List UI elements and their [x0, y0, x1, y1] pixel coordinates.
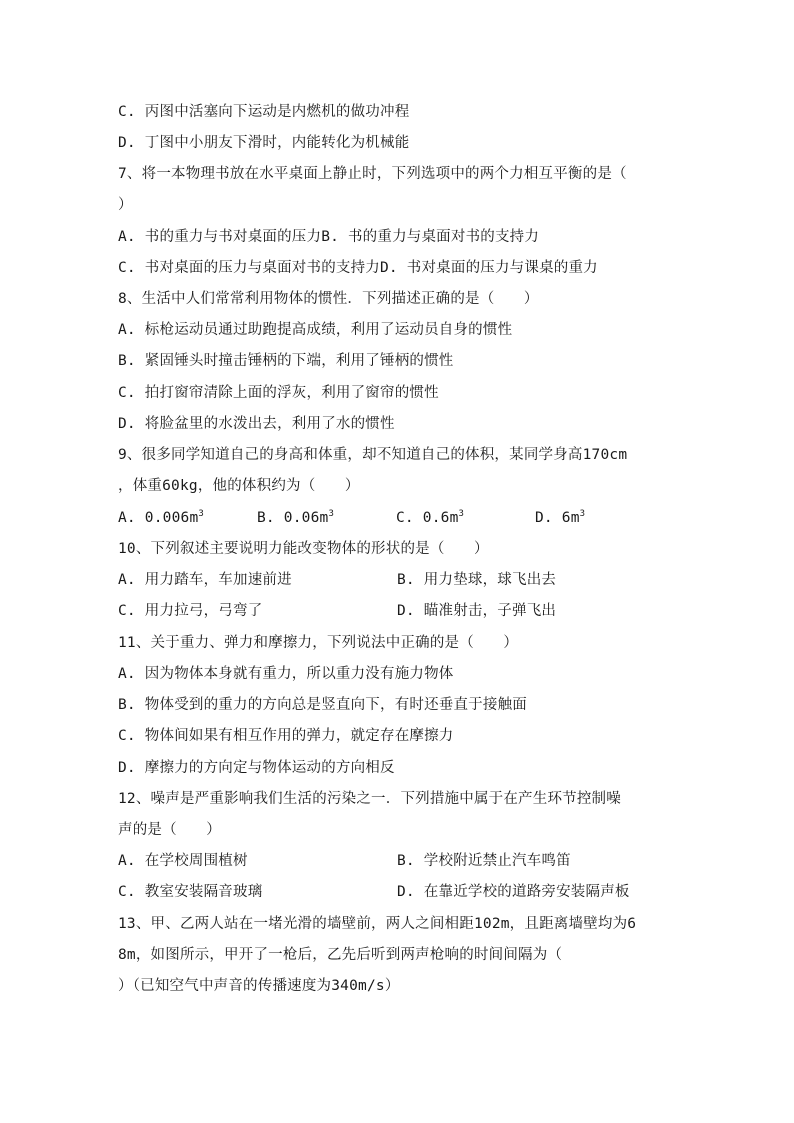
q12-stem-line1: 12、噪声是严重影响我们生活的污染之一．下列措施中属于在产生环节控制噪: [118, 791, 621, 807]
q9-option-a: A. $0.006m^3$: [118, 509, 204, 526]
q11-option-d: D. 摩擦力的方向定与物体运动的方向相反: [118, 760, 395, 776]
q7-options-ab: A. 书的重力与书对桌面的压力B. 书的重力与桌面对书的支持力: [118, 229, 540, 245]
q13-stem-line1: 13、甲、乙两人站在一堵光滑的墙壁前，两人之间相距102m，且距离墙壁均为6: [118, 916, 637, 932]
q12-option-d: D. 在靠近学校的道路旁安装隔声板: [397, 884, 630, 900]
q13-stem-line3: ）（已知空气中声音的传播速度为340m/s）: [118, 978, 400, 994]
q7-options-cd: C. 书对桌面的压力与桌面对书的支持力D. 书对桌面的压力与课桌的重力: [118, 260, 598, 276]
q12-stem-line2: 声的是（ ）: [118, 822, 221, 838]
q10-option-b: B. 用力垫球，球飞出去: [397, 572, 557, 588]
q10-option-d: D. 瞄准射击，子弹飞出: [397, 603, 557, 619]
q12-options-cd: [118, 882, 678, 902]
q8-option-c: C. 拍打窗帘清除上面的浮灰，利用了窗帘的惯性: [118, 385, 439, 401]
q7-stem-line2: ）: [118, 197, 133, 213]
q10-stem: 10、下列叙述主要说明力能改变物体的形状的是（ ）: [118, 541, 489, 557]
q10-option-a: A. 用力踏车，车加速前进: [118, 572, 292, 588]
q11-option-c: C. 物体间如果有相互作用的弹力，就定存在摩擦力: [118, 728, 454, 744]
q6-option-c: C. 丙图中活塞向下运动是内燃机的做功冲程: [118, 104, 410, 120]
q10-options-ab: [118, 570, 678, 590]
q11-option-b: B. 物体受到的重力的方向总是竖直向下，有时还垂直于接触面: [118, 697, 527, 713]
q9-option-c: C. $0.6m^3$: [396, 509, 465, 526]
q7-stem-line1: 7、将一本物理书放在水平桌面上静止时，下列选项中的两个力相互平衡的是（: [118, 166, 627, 182]
q12-option-b: B. 学校附近禁止汽车鸣笛: [397, 853, 571, 869]
q10-options-cd: [118, 601, 678, 621]
q12-options-ab: [118, 851, 678, 871]
q13-stem-line2: 8m，如图所示，甲开了一枪后，乙先后听到两声枪响的时间间隔为（: [118, 947, 563, 963]
q9-option-b: B. $0.06m^3$: [257, 509, 335, 526]
q8-stem: 8、生活中人们常常利用物体的惯性．下列描述正确的是（ ）: [118, 291, 539, 307]
q8-option-d: D. 将脸盆里的水泼出去，利用了水的惯性: [118, 416, 395, 432]
q12-option-a: A. 在学校周围植树: [118, 853, 248, 869]
q8-option-b: B. 紧固锤头时撞击锤柄的下端，利用了锤柄的惯性: [118, 353, 454, 369]
q12-option-c: C. 教室安装隔音玻璃: [118, 884, 263, 900]
q10-option-c: C. 用力拉弓，弓弯了: [118, 603, 263, 619]
q8-option-a: A. 标枪运动员通过助跑提高成绩，利用了运动员自身的惯性: [118, 322, 513, 338]
q9-option-d: D. $6m^3$: [535, 509, 586, 526]
q9-stem-line2: ，体重60kg，他的体积约为（ ）: [118, 478, 360, 494]
q9-stem-line1: 9、很多同学知道自己的身高和体重，却不知道自己的体积，某同学身高170cm: [118, 447, 628, 463]
q11-stem: 11、关于重力、弹力和摩擦力，下列说法中正确的是（ ）: [118, 635, 519, 651]
q11-option-a: A. 因为物体本身就有重力，所以重力没有施力物体: [118, 666, 454, 682]
q6-option-d: D. 丁图中小朋友下滑时，内能转化为机械能: [118, 135, 410, 151]
